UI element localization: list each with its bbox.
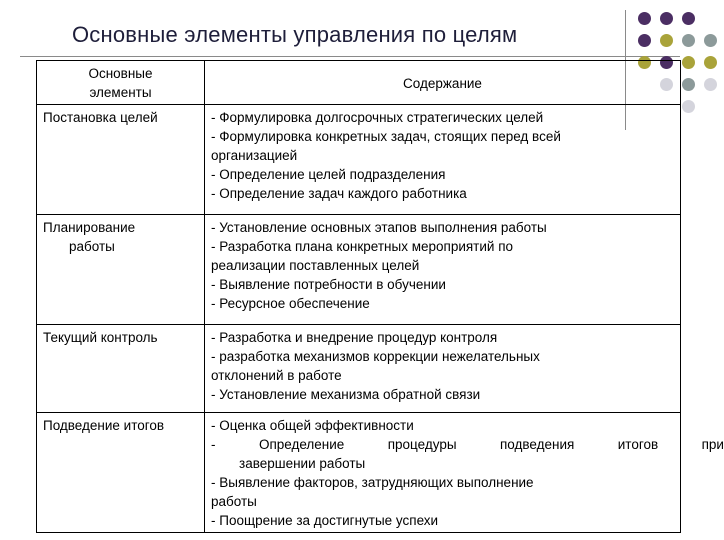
dot	[682, 34, 695, 47]
content-line: - Разработка и внедрение процедур контроля	[211, 330, 498, 345]
content-line: - Определение целей подразделения	[211, 167, 446, 182]
word: Определение	[258, 437, 345, 452]
element-cell	[37, 105, 205, 215]
header-elements-line1: Основные	[88, 66, 153, 81]
word: подведения	[499, 437, 575, 452]
dot	[682, 100, 695, 113]
word: при	[701, 437, 724, 452]
content-cell	[205, 413, 724, 533]
word: процедуры	[387, 437, 457, 452]
element-name: Планирование	[43, 220, 136, 235]
dot	[638, 12, 651, 25]
content-line-justified	[211, 435, 724, 454]
table-row	[37, 215, 681, 325]
content-line: - Выявление потребности в обучении	[211, 277, 446, 292]
table-row	[37, 325, 681, 413]
content-line: - Поощрение за достигнутые успехи	[211, 513, 439, 528]
content-line: - Оценка общей эффективности	[211, 418, 414, 433]
element-name-cont: работы	[69, 239, 115, 254]
dot	[704, 56, 717, 69]
content-line: - разработка механизмов коррекции нежелательных	[211, 349, 540, 364]
table-header-row	[37, 61, 681, 105]
dot	[682, 56, 695, 69]
content-cell	[205, 105, 681, 215]
header-elements	[37, 61, 205, 105]
content-line: отклонений в работе	[211, 368, 342, 383]
element-name: Постановка целей	[43, 110, 158, 125]
element-name: Текущий контроль	[43, 330, 158, 345]
horizontal-divider	[20, 56, 680, 57]
content-line: организацией	[211, 148, 298, 163]
dash: -	[211, 437, 216, 452]
content-line: - Определение задач каждого работника	[211, 186, 467, 201]
element-cell	[37, 325, 205, 413]
content-cell	[205, 325, 681, 413]
content-line: - Ресурсное обеспечение	[211, 296, 370, 311]
content-line: завершении работы	[239, 456, 366, 471]
page-title: Основные элементы управления по целям	[72, 22, 518, 47]
table-row	[37, 413, 681, 533]
content-line: работы	[211, 494, 257, 509]
dot	[660, 34, 673, 47]
element-cell	[37, 413, 205, 533]
content-line: реализации поставленных целей	[211, 258, 420, 273]
goals-management-table	[36, 60, 724, 533]
header-elements-line2: элементы	[89, 85, 152, 100]
table-row	[37, 105, 681, 215]
content-cell	[205, 215, 681, 325]
content-line: - Разработка плана конкретных мероприятий по	[211, 239, 514, 254]
header-content: Содержание	[205, 61, 681, 105]
content-line: - Установление основных этапов выполнения работы	[211, 220, 547, 235]
dot	[682, 12, 695, 25]
content-line: - Формулировка долгосрочных стратегических целей	[211, 110, 544, 125]
dot	[682, 78, 695, 91]
content-line: - Выявление факторов, затрудняющих выполнение	[211, 475, 534, 490]
element-name: Подведение итогов	[43, 418, 165, 433]
dot	[704, 34, 717, 47]
element-cell	[37, 215, 205, 325]
word: итогов	[617, 437, 659, 452]
content-line: - Установление механизма обратной связи	[211, 387, 481, 402]
dot	[704, 78, 717, 91]
content-line: - Формулировка конкретных задач, стоящих перед всей	[211, 129, 561, 144]
dot	[660, 12, 673, 25]
dot	[638, 34, 651, 47]
